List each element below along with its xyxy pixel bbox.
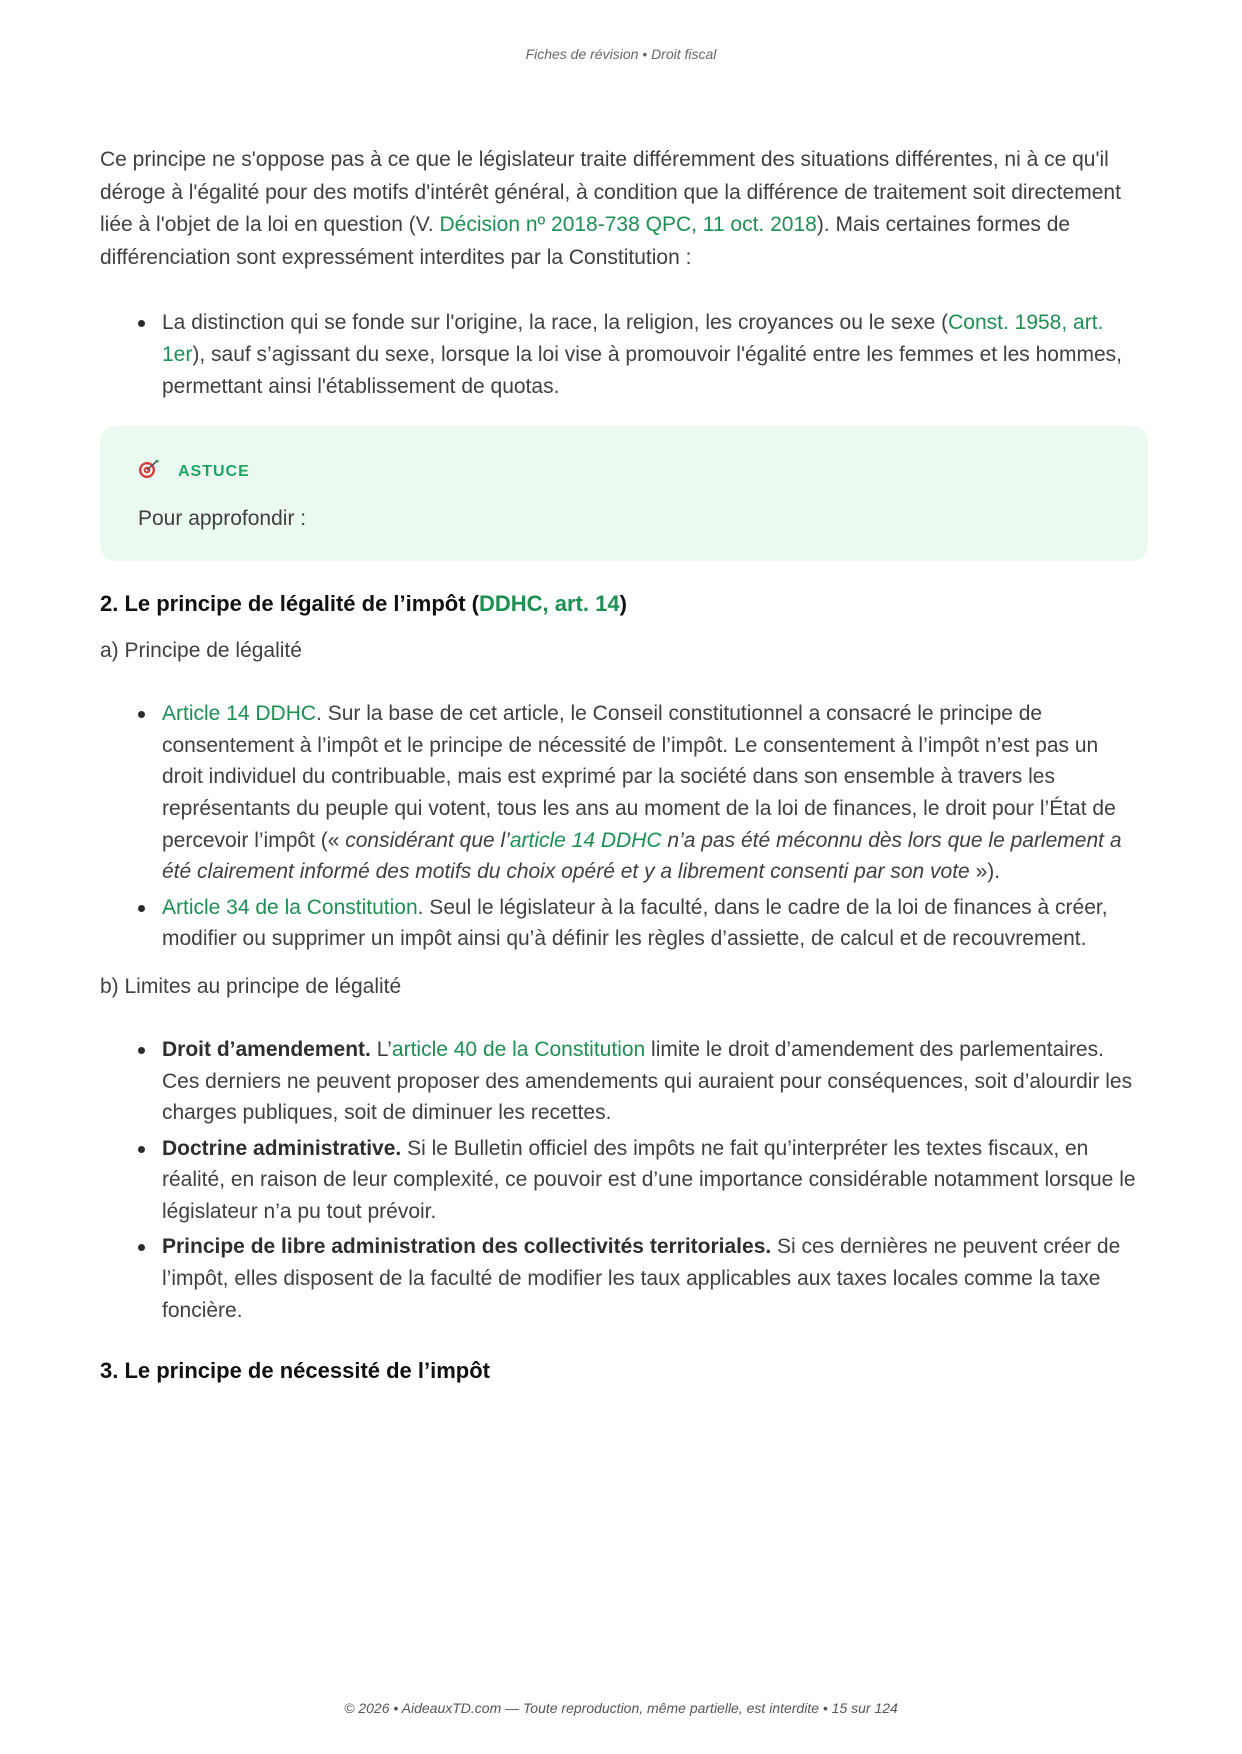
document-body [100,144,1148,1386]
list-item [162,1231,1148,1326]
list-item [162,1034,1148,1129]
subheading-a: a) Principe de légalité [100,639,302,663]
bullet-bold-title: Droit d’amendement. [162,1037,371,1061]
legality-list [100,698,1148,955]
section-2-title-end: ) [619,591,627,617]
section-3-title: 3. Le principe de nécessité de l’impôt [100,1358,491,1384]
target-icon [138,458,160,485]
tip-label: ASTUCE [178,462,250,480]
bullet-text: Si ces dernières ne peuvent créer de l’impôt, elles disposent de la faculté de modifier les taux applicables aux taxes locales comme la taxe foncière. [162,1235,1121,1322]
page-header: Fiches de révision • Droit fiscal [525,46,717,62]
bullet-bold-title: Principe de libre administration des collectivités territoriales. [162,1235,772,1259]
tip-text: Pour approfondir : [138,507,307,531]
bullet-text-end: »). [969,860,1001,884]
bullet-text: . Sur la base de cet article, le Conseil constitutionnel a consacré le principe de consentement à l’impôt et le principe de nécessité de l’impôt. Le consentement à l’impôt n’est pas un droit individuel du contribuable, mais est exprimé par la société dans son ensemble à travers les représentants du peuple qui votent, tous les ans au moment de la loi de finances, le droit pour l’État de percevoir l’impôt (« [162,702,1116,852]
bullet-bold-title: Doctrine administrative. [162,1136,402,1160]
intro-text-1: Ce principe ne s'oppose pas à ce que le législateur traite différemment des situations différentes, ni à ce qu'il déroge à l'égalité pour des motifs d'intérêt général, à condition que la différence de traitement soit directement liée à l'objet de la loi en question (V. [100,148,1121,237]
list-item [162,892,1148,955]
article-14-ddhc-link[interactable]: Article 14 DDHC [162,702,317,726]
quote-text-2: n’a pas été méconnu dès lors que le parlement a été clairement informé des motifs du choix opéré et y a librement consenti par son vote [162,828,1122,884]
subheading-b: b) Limites au principe de légalité [100,974,402,998]
legality-limits-list [100,1034,1148,1326]
const-art1-link[interactable]: Const. 1958, art. 1er [162,311,1104,366]
article-34-constitution-link[interactable]: Article 34 de la Constitution [162,895,418,919]
tip-header [138,458,1110,485]
decision-qpc-link[interactable]: Décision nº 2018-738 QPC, 11 oct. 2018 [439,213,817,237]
bullet-text: Si le Bulletin officiel des impôts ne fait qu’interpréter les textes fiscaux, en réalité, en raison de leur complexité, ce pouvoir est d’une importance considérable notamment lorsque le législateur n’a pu tout prévoir. [162,1136,1136,1223]
article-40-constitution-link[interactable]: article 40 de la Constitution [391,1037,646,1061]
bullet-text: . Seul le législateur à la faculté, dans le cadre de la loi de finances à créer, modifier ou supprimer un impôt ainsi qu’à définir les règles d’assiette, de calcul et de recouvrement. [162,895,1108,951]
section-2-title-text: 2. Le principe de légalité de l’impôt ( [100,591,479,617]
bullet-text: ), sauf s’agissant du sexe, lorsque la loi vise à promouvoir l'égalité entre les femmes et les hommes, permettant ainsi l'établissement de quotas. [162,342,1122,398]
list-item [162,1133,1148,1228]
bullet-text: La distinction qui se fonde sur l'origine, la race, la religion, les croyances ou le sexe ( [162,311,949,335]
page-footer: © 2026 • AideauxTD.com — Toute reproduction, même partielle, est interdite • 15 sur 124 [344,1700,898,1716]
forbidden-distinctions-list [100,307,1148,402]
list-item [162,698,1148,888]
list-item [162,307,1148,402]
bullet-text: L’ [370,1037,392,1061]
section-2-title [100,589,1148,619]
tip-box [100,426,1148,561]
quote-text-1: considérant que l’ [345,828,510,852]
bullet-text: limite le droit d’amendement des parlementaires. Ces derniers ne peuvent proposer des amendements qui auraient pour conséquences, soit d’alourdir les charges publiques, soit de diminuer les recettes. [162,1037,1133,1125]
intro-text-2: ). Mais certaines formes de différenciation sont expressément interdites par la Constitution : [100,213,1071,269]
intro-paragraph [100,144,1148,274]
ddhc-art14-link[interactable]: DDHC, art. 14 [478,591,620,617]
article-14-ddhc-quote-link[interactable]: article 14 DDHC [509,828,662,852]
